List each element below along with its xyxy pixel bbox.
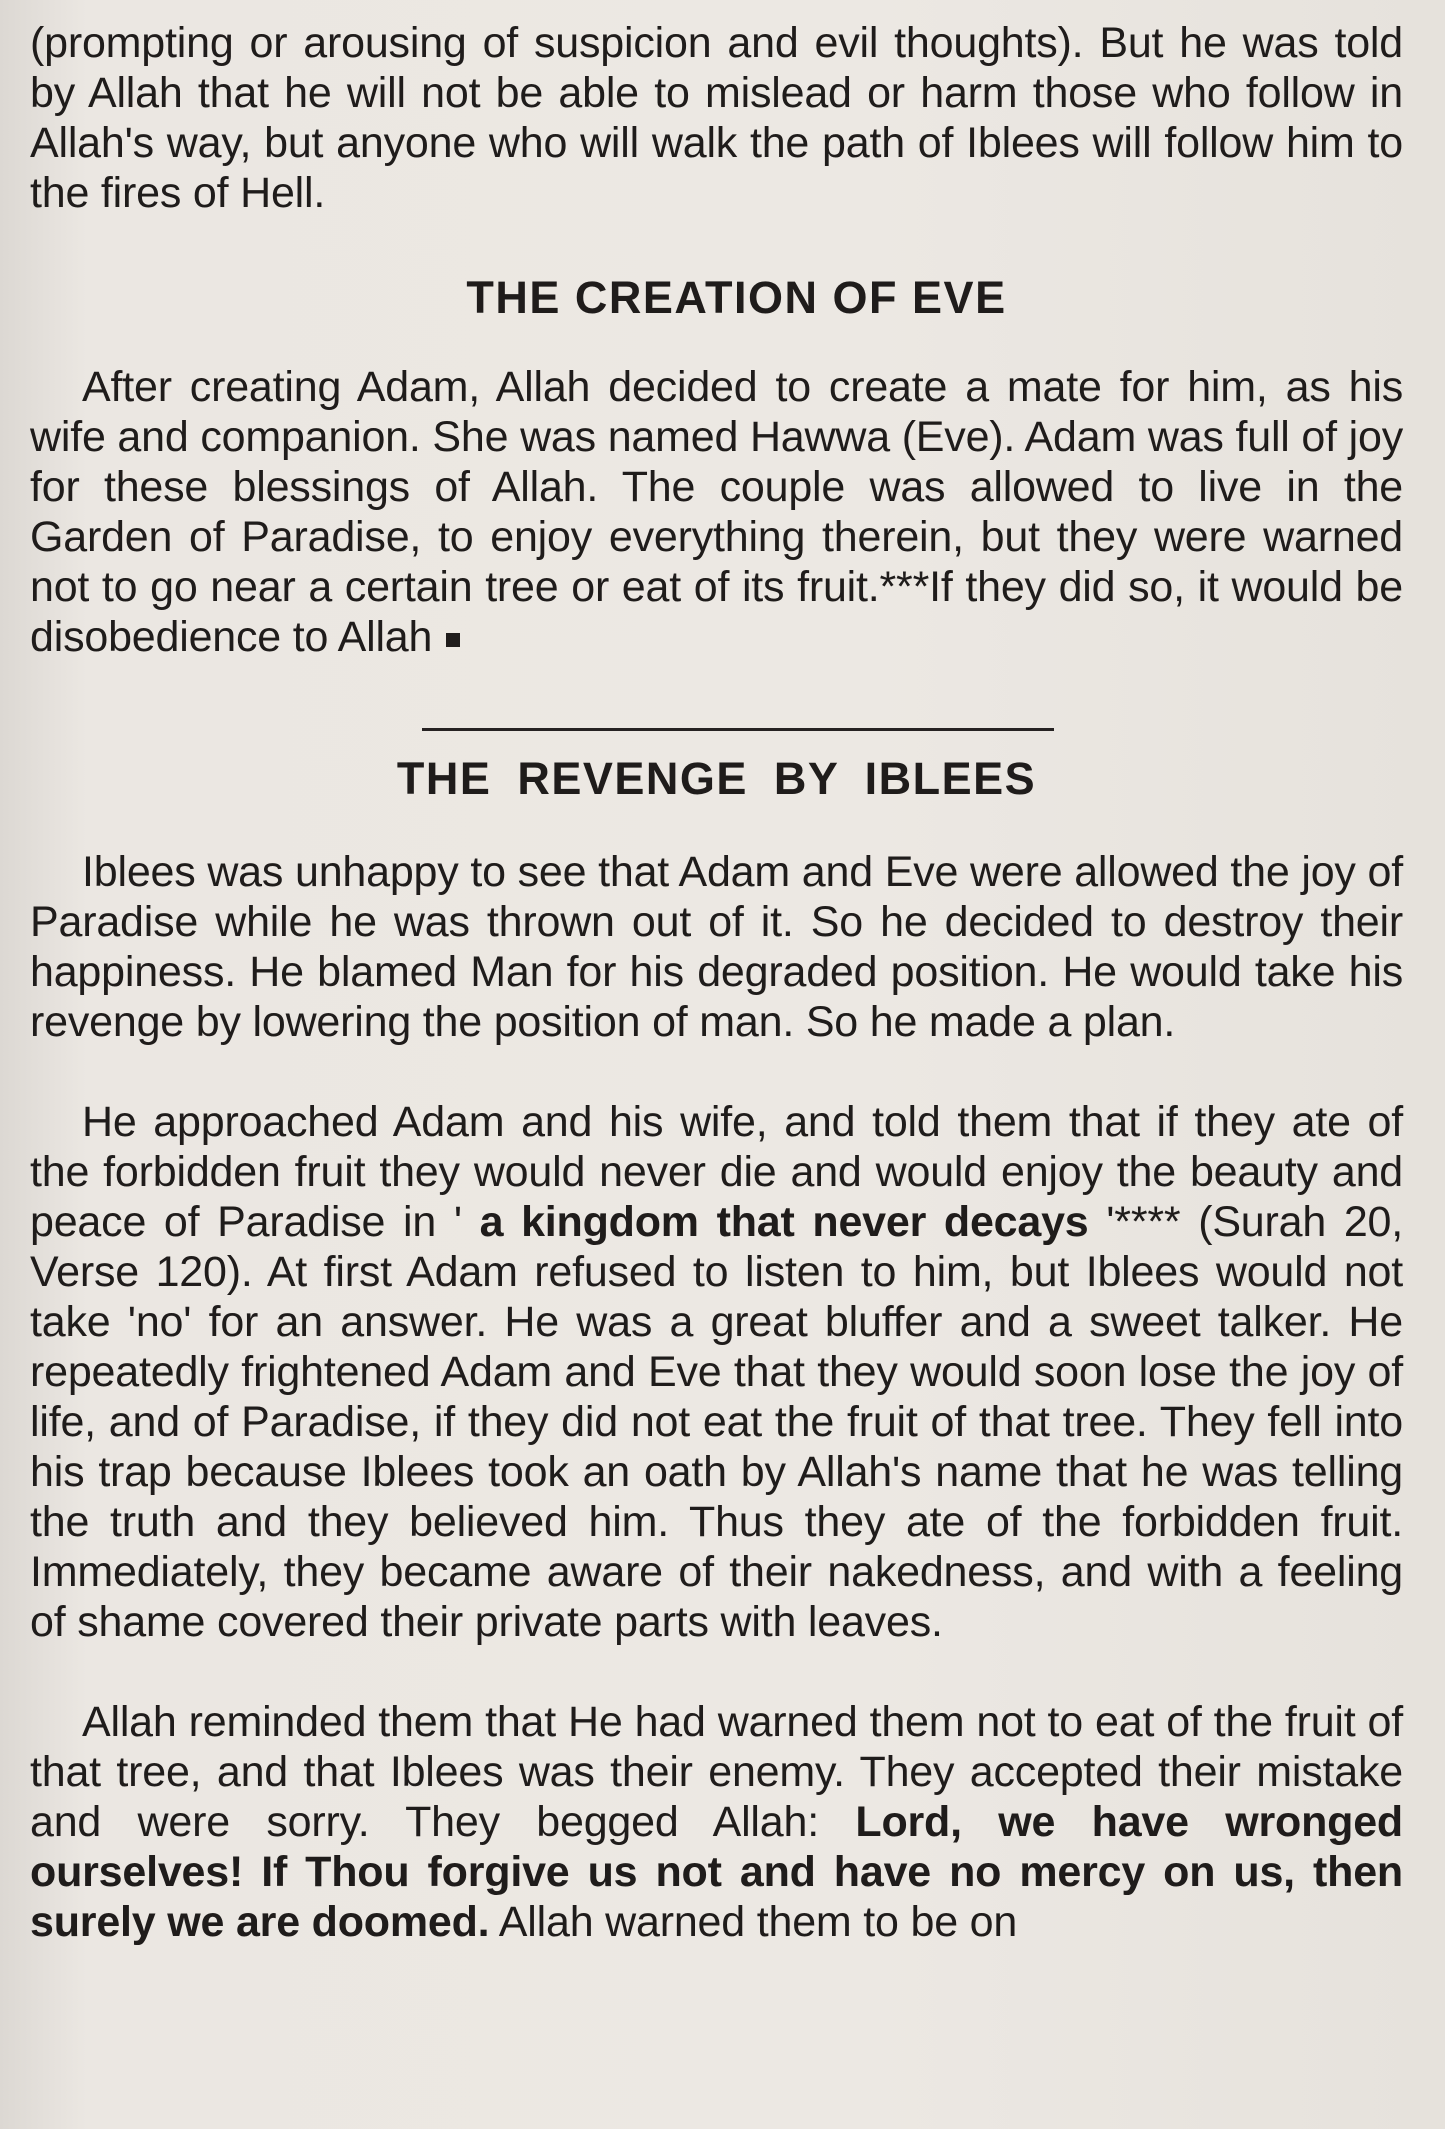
revenge-p1-text: Iblees was unhappy to see that Adam and Eve were allowed the joy of Paradise while he was thrown out of it. So he decided to destroy their happiness. He blamed Man for his degraded position. He would take his revenge by lowering the position of man. So he made a plan. <box>30 848 1403 1046</box>
creation-of-eve-paragraph <box>30 362 1403 662</box>
revenge-p3-prayer: Lord, we have wronged ourselves! If Thou forgive us not and have no mercy on us, then surely we are doomed. <box>30 1798 1403 1946</box>
creation-of-eve-heading: THE CREATION OF EVE <box>466 272 1007 323</box>
revenge-p2-text-a: He approached Adam and his wife, and told them that if they ate of the forbidden fruit they would never die and would enjoy the beauty and peace of Paradise in ' <box>30 1098 1403 1246</box>
revenge-by-iblees-heading: THE REVENGE BY IBLEES <box>396 753 1037 804</box>
revenge-p3-text-b: Allah warned them to be on <box>498 1898 1018 1946</box>
intro-paragraph <box>30 18 1403 218</box>
revenge-p3-text-a: Allah reminded them that He had warned them not to eat of the fruit of that tree, and that Iblees was their enemy. They accepted their mistake and were sorry. They begged Allah: <box>30 1698 1403 1846</box>
intro-text: (prompting or arousing of suspicion and evil thoughts). But he was told by Allah that he will not be able to mislead or harm those who follow in Allah's way, but anyone who will walk the path of Iblees will follow him to the fires of Hell. <box>30 19 1403 217</box>
end-of-section-mark <box>446 633 460 647</box>
section-divider <box>422 728 1054 731</box>
creation-of-eve-text: After creating Adam, Allah decided to create a mate for him, as his wife and companion. She was named Hawwa (Eve). Adam was full of joy for these blessings of Allah. The couple was allowed to live in the Garden of Paradise, to enjoy everything therein, but they were warned not to go near a certain tree or eat of its fruit.***If they did so, it would be disobedience to Allah <box>30 363 1403 661</box>
revenge-paragraph-1 <box>30 847 1403 1047</box>
paragraph-gap <box>30 1647 1403 1697</box>
revenge-paragraph-2 <box>30 1097 1403 1647</box>
revenge-paragraph-3 <box>30 1697 1403 1947</box>
paragraph-gap <box>30 1047 1403 1097</box>
revenge-p2-text-b: '**** (Surah 20, Verse 120). At first Adam refused to listen to him, but Iblees would not take 'no' for an answer. He was a great bluffer and a sweet talker. He repeatedly frightened Adam and Eve that they would soon lose the joy of life, and of Paradise, if they did not eat the fruit of that tree. They fell into his trap because Iblees took an oath by Allah's name that he was telling the truth and they believed him. Thus they ate of the forbidden fruit. Immediately, they became aware of their nakedness, and with a feeling of shame covered their private parts with leaves. <box>30 1198 1403 1646</box>
revenge-p2-quote: a kingdom that never decays <box>479 1198 1089 1246</box>
